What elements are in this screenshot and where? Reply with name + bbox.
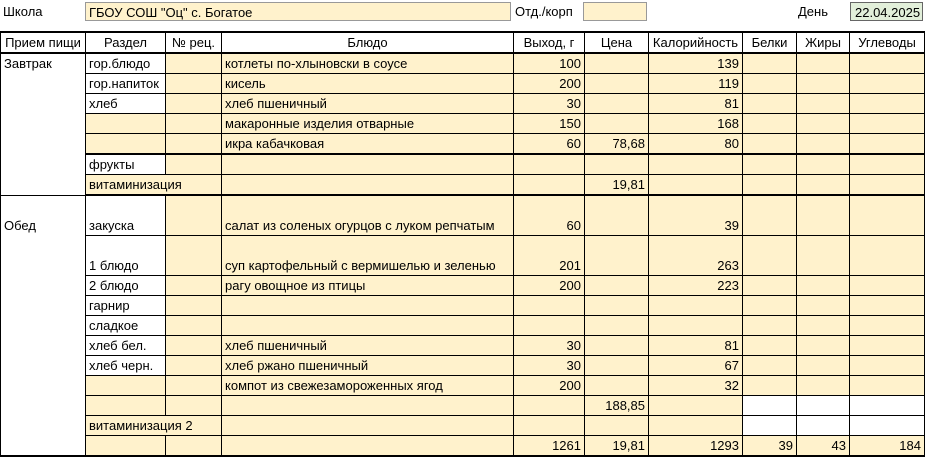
calories-cell[interactable]: 80 bbox=[649, 134, 743, 155]
school-label: Школа bbox=[3, 4, 43, 19]
menu-table bbox=[0, 31, 925, 457]
recipe-cell[interactable] bbox=[166, 295, 222, 315]
price-cell[interactable] bbox=[585, 315, 649, 335]
weight-cell[interactable] bbox=[514, 315, 585, 335]
calories-cell[interactable] bbox=[649, 295, 743, 315]
section-cell[interactable] bbox=[86, 435, 166, 456]
calories-cell[interactable]: 139 bbox=[649, 53, 743, 74]
calories-cell[interactable]: 81 bbox=[649, 335, 743, 355]
recipe-cell[interactable] bbox=[166, 335, 222, 355]
recipe-cell[interactable] bbox=[166, 53, 222, 74]
protein-cell[interactable] bbox=[743, 355, 797, 375]
calories-cell[interactable]: 81 bbox=[649, 94, 743, 114]
table-row bbox=[1, 154, 925, 175]
protein-cell[interactable] bbox=[743, 375, 797, 395]
table-row bbox=[1, 74, 925, 94]
table-row bbox=[1, 195, 925, 235]
sheet-header bbox=[0, 0, 929, 24]
total-calories[interactable]: 1293 bbox=[649, 435, 743, 456]
dish-cell[interactable]: хлеб пшеничный bbox=[222, 94, 514, 114]
price-cell[interactable] bbox=[585, 355, 649, 375]
col-dish: Блюдо bbox=[222, 32, 514, 53]
weight-cell[interactable] bbox=[514, 175, 585, 196]
recipe-cell[interactable] bbox=[166, 275, 222, 295]
dish-cell[interactable] bbox=[222, 395, 514, 415]
table-row bbox=[1, 335, 925, 355]
protein-cell[interactable] bbox=[743, 275, 797, 295]
weight-cell[interactable] bbox=[514, 415, 585, 435]
col-section: Раздел bbox=[86, 32, 166, 53]
dish-cell[interactable] bbox=[222, 435, 514, 456]
price-cell[interactable] bbox=[585, 335, 649, 355]
fat-cell[interactable] bbox=[797, 375, 850, 395]
price-cell[interactable] bbox=[585, 74, 649, 94]
table-row bbox=[1, 134, 925, 155]
protein-cell[interactable] bbox=[743, 415, 797, 435]
fat-cell[interactable] bbox=[797, 154, 850, 175]
protein-cell[interactable] bbox=[743, 195, 797, 235]
col-carbs: Углеводы bbox=[850, 32, 925, 53]
total-carbs[interactable]: 184 bbox=[850, 435, 925, 456]
recipe-cell[interactable] bbox=[166, 114, 222, 134]
carbs-cell[interactable] bbox=[850, 375, 925, 395]
weight-cell[interactable]: 60 bbox=[514, 134, 585, 155]
calories-cell[interactable] bbox=[649, 154, 743, 175]
weight-cell[interactable]: 30 bbox=[514, 94, 585, 114]
price-cell[interactable] bbox=[585, 415, 649, 435]
calories-cell[interactable]: 32 bbox=[649, 375, 743, 395]
section-cell[interactable]: хлеб бел. bbox=[86, 335, 166, 355]
carbs-cell[interactable] bbox=[850, 94, 925, 114]
section-cell[interactable]: 1 блюдо bbox=[86, 235, 166, 275]
meal-lunch[interactable]: Обед bbox=[1, 195, 86, 456]
total-weight[interactable]: 1261 bbox=[514, 435, 585, 456]
calories-cell[interactable]: 119 bbox=[649, 74, 743, 94]
section-cell[interactable]: сладкое bbox=[86, 315, 166, 335]
dish-cell[interactable]: икра кабачковая bbox=[222, 134, 514, 155]
table-row bbox=[1, 415, 925, 435]
section-cell[interactable]: хлеб bbox=[86, 94, 166, 114]
protein-cell[interactable] bbox=[743, 295, 797, 315]
weight-cell[interactable]: 200 bbox=[514, 375, 585, 395]
recipe-cell[interactable] bbox=[166, 315, 222, 335]
protein-cell[interactable] bbox=[743, 94, 797, 114]
section-cell[interactable] bbox=[86, 375, 166, 395]
weight-cell[interactable]: 150 bbox=[514, 114, 585, 134]
col-fat: Жиры bbox=[797, 32, 850, 53]
section-cell[interactable]: закуска bbox=[86, 195, 166, 235]
col-weight: Выход, г bbox=[514, 32, 585, 53]
table-row bbox=[1, 94, 925, 114]
fat-cell[interactable] bbox=[797, 335, 850, 355]
recipe-cell[interactable] bbox=[166, 435, 222, 456]
protein-cell[interactable] bbox=[743, 395, 797, 415]
calories-cell[interactable]: 39 bbox=[649, 195, 743, 235]
section-cell[interactable]: фрукты bbox=[86, 154, 166, 175]
carbs-cell[interactable] bbox=[850, 295, 925, 315]
dish-cell[interactable] bbox=[222, 315, 514, 335]
total-fat[interactable]: 43 bbox=[797, 435, 850, 456]
col-meal: Прием пищи bbox=[1, 32, 86, 53]
dept-field[interactable] bbox=[583, 2, 647, 21]
total-price[interactable]: 19,81 bbox=[585, 435, 649, 456]
weight-cell[interactable] bbox=[514, 154, 585, 175]
dish-cell[interactable]: суп картофельный с вермишелью и зеленью bbox=[222, 235, 514, 275]
table-row bbox=[1, 275, 925, 295]
weight-cell[interactable]: 30 bbox=[514, 355, 585, 375]
fat-cell[interactable] bbox=[797, 134, 850, 155]
table-row bbox=[1, 295, 925, 315]
price-cell[interactable] bbox=[585, 53, 649, 74]
col-price: Цена bbox=[585, 32, 649, 53]
price-cell[interactable] bbox=[585, 235, 649, 275]
protein-cell[interactable] bbox=[743, 175, 797, 196]
calories-cell[interactable]: 223 bbox=[649, 275, 743, 295]
weight-cell[interactable]: 200 bbox=[514, 275, 585, 295]
calories-cell[interactable] bbox=[649, 415, 743, 435]
recipe-cell[interactable] bbox=[166, 395, 222, 415]
fat-cell[interactable] bbox=[797, 415, 850, 435]
dish-cell[interactable]: компот из свежезамороженных ягод bbox=[222, 375, 514, 395]
price-cell[interactable] bbox=[585, 195, 649, 235]
table-row bbox=[1, 315, 925, 335]
col-protein: Белки bbox=[743, 32, 797, 53]
weight-cell[interactable]: 30 bbox=[514, 335, 585, 355]
weight-cell[interactable] bbox=[514, 295, 585, 315]
protein-cell[interactable] bbox=[743, 335, 797, 355]
weight-cell[interactable] bbox=[514, 395, 585, 415]
dish-cell[interactable] bbox=[222, 295, 514, 315]
section-cell[interactable]: 2 блюдо bbox=[86, 275, 166, 295]
fat-cell[interactable] bbox=[797, 355, 850, 375]
section-cell[interactable]: гор.блюдо bbox=[86, 53, 166, 74]
price-cell[interactable] bbox=[585, 154, 649, 175]
dept-label: Отд./корп bbox=[515, 4, 573, 19]
recipe-cell[interactable] bbox=[166, 375, 222, 395]
calories-cell[interactable]: 263 bbox=[649, 235, 743, 275]
dish-cell[interactable]: хлеб пшеничный bbox=[222, 335, 514, 355]
dish-cell[interactable]: кисель bbox=[222, 74, 514, 94]
dish-cell[interactable] bbox=[222, 154, 514, 175]
recipe-cell[interactable] bbox=[166, 235, 222, 275]
price-cell[interactable] bbox=[585, 275, 649, 295]
day-label: День bbox=[798, 4, 828, 19]
protein-cell[interactable] bbox=[743, 235, 797, 275]
dish-cell[interactable]: макаронные изделия отварные bbox=[222, 114, 514, 134]
calories-cell[interactable] bbox=[649, 315, 743, 335]
section-cell[interactable]: гарнир bbox=[86, 295, 166, 315]
protein-cell[interactable] bbox=[743, 134, 797, 155]
fat-cell[interactable] bbox=[797, 395, 850, 415]
table-row bbox=[1, 355, 925, 375]
weight-cell[interactable]: 60 bbox=[514, 195, 585, 235]
fat-cell[interactable] bbox=[797, 315, 850, 335]
price-cell[interactable] bbox=[585, 94, 649, 114]
protein-cell[interactable] bbox=[743, 315, 797, 335]
col-calories: Калорийность bbox=[649, 32, 743, 53]
fat-cell[interactable] bbox=[797, 195, 850, 235]
carbs-cell[interactable] bbox=[850, 315, 925, 335]
price-cell[interactable] bbox=[585, 375, 649, 395]
section-cell[interactable] bbox=[86, 114, 166, 134]
fat-cell[interactable] bbox=[797, 114, 850, 134]
dish-cell[interactable] bbox=[222, 415, 514, 435]
carbs-cell[interactable] bbox=[850, 195, 925, 235]
carbs-cell[interactable] bbox=[850, 275, 925, 295]
carbs-cell[interactable] bbox=[850, 114, 925, 134]
weight-cell[interactable]: 201 bbox=[514, 235, 585, 275]
table-row bbox=[1, 114, 925, 134]
column-headers bbox=[1, 32, 925, 53]
section-cell[interactable] bbox=[86, 134, 166, 155]
fat-cell[interactable] bbox=[797, 275, 850, 295]
recipe-cell[interactable] bbox=[166, 94, 222, 114]
price-cell[interactable]: 188,85 bbox=[585, 395, 649, 415]
carbs-cell[interactable] bbox=[850, 235, 925, 275]
fat-cell[interactable] bbox=[797, 175, 850, 196]
meal-breakfast[interactable]: Завтрак bbox=[1, 53, 86, 195]
table-row bbox=[1, 53, 925, 74]
section-cell[interactable] bbox=[86, 395, 166, 415]
weight-cell[interactable]: 200 bbox=[514, 74, 585, 94]
dish-cell[interactable]: салат из соленых огурцов с луком репчатым bbox=[222, 195, 514, 235]
totals-row bbox=[1, 435, 925, 456]
fat-cell[interactable] bbox=[797, 235, 850, 275]
carbs-cell[interactable] bbox=[850, 335, 925, 355]
carbs-cell[interactable] bbox=[850, 154, 925, 175]
calories-cell[interactable]: 168 bbox=[649, 114, 743, 134]
fat-cell[interactable] bbox=[797, 295, 850, 315]
fat-cell[interactable] bbox=[797, 74, 850, 94]
recipe-cell[interactable] bbox=[166, 134, 222, 155]
day-field[interactable]: 22.04.2025 bbox=[850, 2, 923, 21]
protein-cell[interactable] bbox=[743, 154, 797, 175]
price-cell[interactable] bbox=[585, 114, 649, 134]
protein-cell[interactable] bbox=[743, 74, 797, 94]
recipe-cell[interactable] bbox=[166, 74, 222, 94]
school-field[interactable]: ГБОУ СОШ "Оц" с. Богатое bbox=[85, 2, 511, 21]
protein-cell[interactable] bbox=[743, 114, 797, 134]
table-row bbox=[1, 395, 925, 415]
weight-cell[interactable]: 100 bbox=[514, 53, 585, 74]
col-recipe: № рец. bbox=[166, 32, 222, 53]
price-cell[interactable]: 19,81 bbox=[585, 175, 649, 196]
dish-cell[interactable]: рагу овощное из птицы bbox=[222, 275, 514, 295]
dish-cell[interactable] bbox=[222, 175, 514, 196]
calories-cell[interactable]: 67 bbox=[649, 355, 743, 375]
calories-cell[interactable] bbox=[649, 175, 743, 196]
total-protein[interactable]: 39 bbox=[743, 435, 797, 456]
section-cell[interactable]: витаминизация 2 bbox=[86, 415, 222, 435]
calories-cell[interactable] bbox=[649, 395, 743, 415]
carbs-cell[interactable] bbox=[850, 134, 925, 155]
protein-cell[interactable] bbox=[743, 53, 797, 74]
section-cell[interactable]: хлеб черн. bbox=[86, 355, 166, 375]
carbs-cell[interactable] bbox=[850, 395, 925, 415]
carbs-cell[interactable] bbox=[850, 415, 925, 435]
price-cell[interactable] bbox=[585, 295, 649, 315]
carbs-cell[interactable] bbox=[850, 53, 925, 74]
table-row bbox=[1, 175, 925, 196]
carbs-cell[interactable] bbox=[850, 74, 925, 94]
recipe-cell[interactable] bbox=[166, 355, 222, 375]
recipe-cell[interactable] bbox=[166, 154, 222, 175]
section-cell[interactable]: гор.напиток bbox=[86, 74, 166, 94]
fat-cell[interactable] bbox=[797, 94, 850, 114]
dish-cell[interactable]: хлеб ржано пшеничный bbox=[222, 355, 514, 375]
carbs-cell[interactable] bbox=[850, 355, 925, 375]
price-cell[interactable]: 78,68 bbox=[585, 134, 649, 155]
recipe-cell[interactable] bbox=[166, 195, 222, 235]
fat-cell[interactable] bbox=[797, 53, 850, 74]
table-row bbox=[1, 235, 925, 275]
dish-cell[interactable]: котлеты по-хлыновски в соусе bbox=[222, 53, 514, 74]
table-row bbox=[1, 375, 925, 395]
section-cell[interactable]: витаминизация bbox=[86, 175, 222, 196]
carbs-cell[interactable] bbox=[850, 175, 925, 196]
